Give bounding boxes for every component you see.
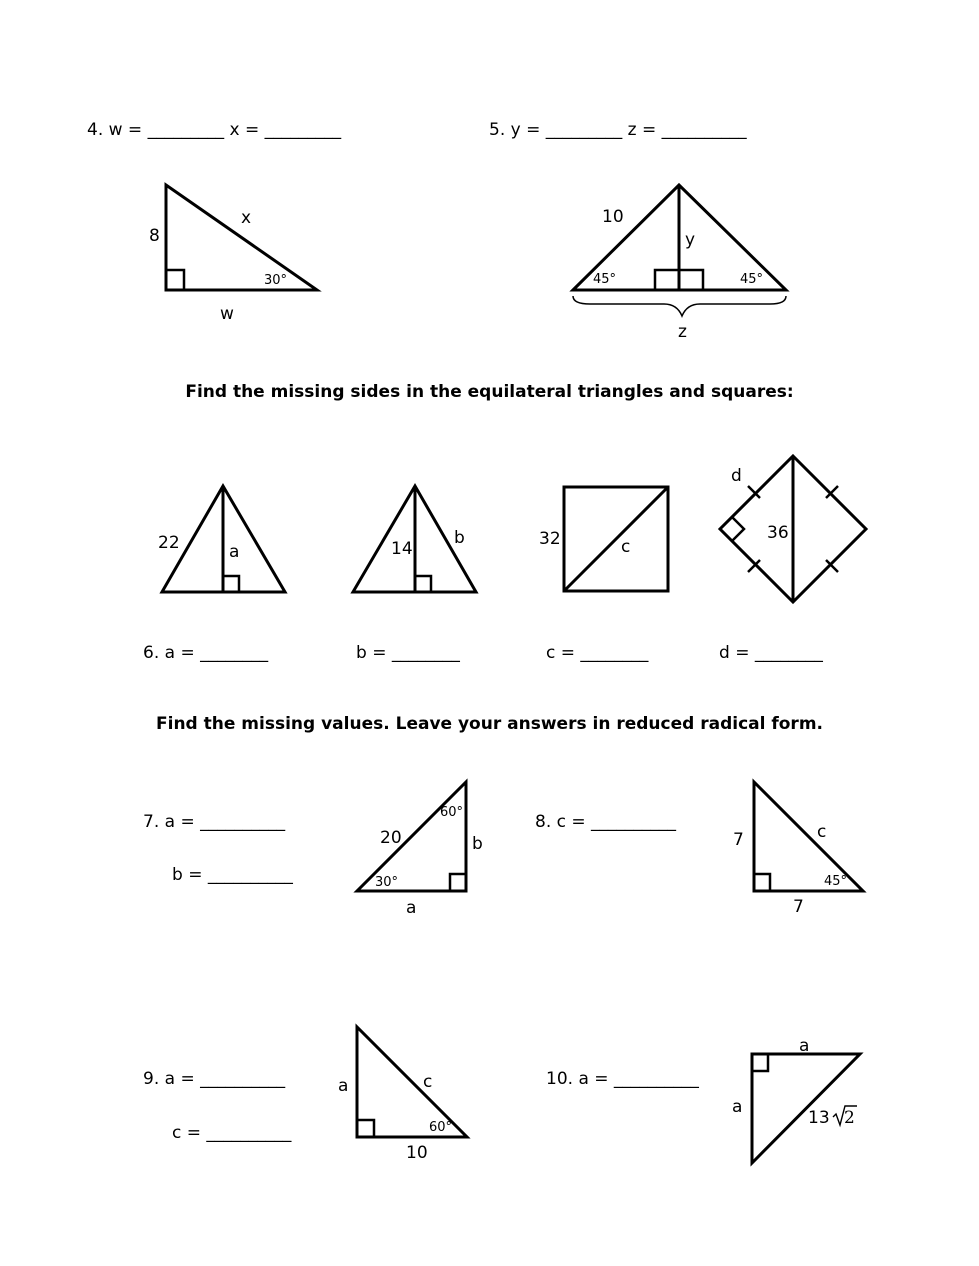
problem-7-hyp-20: 20 — [380, 828, 402, 848]
problem-10-hyp-coef: 13 — [808, 1108, 830, 1128]
problem-6c-unknown-c: c — [621, 537, 631, 557]
problem-6-answer-d: d = ________ — [719, 643, 823, 663]
problem-8-side-vertical: 7 — [733, 830, 744, 850]
problem-9-prompt-a: 9. a = __________ — [143, 1069, 286, 1089]
problem-8-prompt: 8. c = __________ — [535, 812, 677, 832]
problem-4-side-8: 8 — [149, 226, 160, 246]
problem-10-hyp-radicand: 2 — [844, 1108, 855, 1128]
problem-9-side-a: a — [338, 1076, 349, 1096]
problem-10-side-left: a — [732, 1097, 743, 1117]
problem-7-side-a: a — [406, 898, 417, 918]
problem-7-angle-left: 30° — [375, 875, 399, 890]
problem-5-side-10: 10 — [602, 207, 624, 227]
problem-6-answer-b: b = ________ — [356, 643, 460, 663]
problem-7-prompt-a: 7. a = __________ — [143, 812, 286, 832]
problem-5-triangle — [573, 185, 786, 316]
problem-9-prompt-c: c = __________ — [172, 1123, 292, 1143]
problem-5-prompt: 5. y = _________ z = __________ — [489, 120, 747, 140]
problem-6b-height-14: 14 — [391, 539, 413, 559]
problem-6d-diagonal-36: 36 — [767, 523, 789, 543]
problem-7-side-b: b — [472, 834, 483, 854]
problem-5-angle-right: 45° — [740, 272, 764, 287]
problem-9-side-c: c — [423, 1072, 433, 1092]
problem-6b-unknown-b: b — [454, 528, 465, 548]
problem-5-side-y: y — [685, 230, 696, 250]
problem-6d-square — [720, 456, 866, 602]
problem-8-side-bottom: 7 — [793, 897, 804, 917]
problem-6c-square — [564, 487, 668, 591]
problem-7-prompt-b: b = __________ — [172, 865, 293, 885]
problem-4-triangle — [166, 185, 317, 290]
problem-5-angle-left: 45° — [593, 272, 617, 287]
problem-4-prompt: 4. w = _________ x = _________ — [87, 120, 342, 140]
problem-7-triangle — [357, 782, 466, 891]
problem-4-side-w: w — [220, 304, 234, 324]
problem-8-angle: 45° — [824, 874, 848, 889]
problem-4-side-x: x — [241, 208, 252, 228]
problem-9-side-bottom: 10 — [406, 1143, 428, 1163]
problem-6-answer-a: 6. a = ________ — [143, 643, 269, 663]
problem-10-prompt: 10. a = __________ — [546, 1069, 699, 1089]
problem-8-side-c: c — [817, 822, 827, 842]
problem-7-angle-top: 60° — [440, 805, 464, 820]
problem-9-angle: 60° — [429, 1120, 453, 1135]
problem-6-answer-c: c = ________ — [546, 643, 649, 663]
problem-6c-side-32: 32 — [539, 529, 561, 549]
section-heading-equilateral: Find the missing sides in the equilateral triangles and squares: — [185, 382, 794, 402]
section-heading-radical: Find the missing values. Leave your answers in reduced radical form. — [156, 714, 823, 734]
problem-5-side-z: z — [678, 322, 687, 342]
problem-6d-unknown-d: d — [731, 466, 742, 486]
problem-10-side-top: a — [799, 1036, 810, 1056]
problem-6a-unknown-a: a — [229, 542, 240, 562]
problem-6a-side-22: 22 — [158, 533, 180, 553]
problem-6a-triangle — [162, 486, 285, 592]
problem-4-angle: 30° — [264, 273, 288, 288]
